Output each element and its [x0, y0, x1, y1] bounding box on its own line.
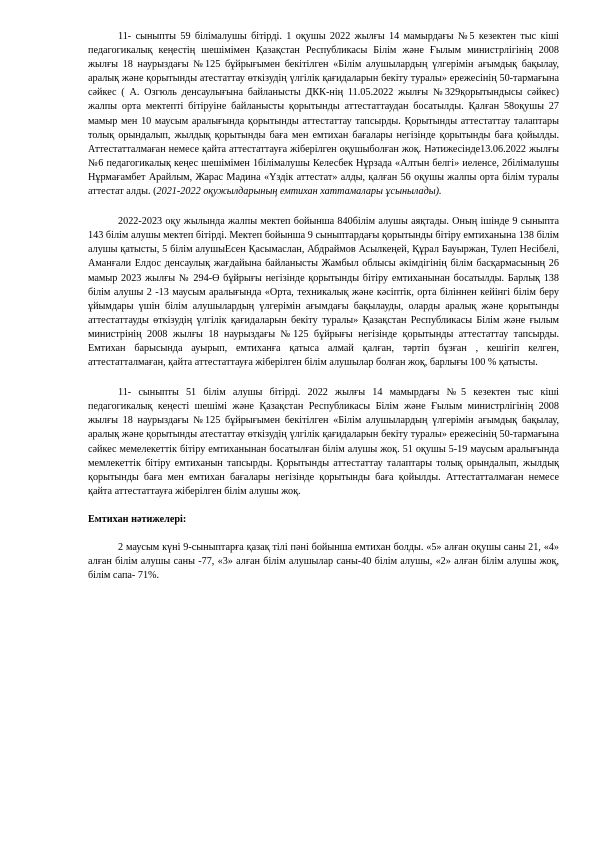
- paragraph-text: 2 маусым күні 9-сыныптарға қазақ тілі пәні бойынша емтихан болды. «5» алған оқушы саны 21, «4» алған білім алушы саны -77, «3» алған білім алушылар саны-40 білім алушы, «2» алған білім алушы жоқ, білім сапа- 71%.: [88, 542, 559, 582]
- paragraph-grade11-2022: [88, 30, 559, 199]
- paragraph-text: 11- сыныпты 59 білімалушы бітірді. 1 оқушы 2022 жылғы 14 мамырдағы №5 кезектен тыс кіші педагогикалық кеңестің шешімімен Қазақстан Республикасы Білім және Ғылым министрлігінің 2008 жылғы 18 наурыздағы №125 бұйрығымен бекітілген «Білім алушылардың үлгерімін ағымдық бақылау, аралық және қорытынды атестаттау өткізудің үлгілік қағидаларын бекіту туралы» ережесінің 50-тармағына сәйкес ( А. Озгюль денсаулығына байланысты ДКК-нің 11.05.2022 жылғы №329қорытындысы сәйкес) жалпы орта мектепті бітіруіне байланысты қорытынды аттестаттаудан босатылды. Қалған 58оқушы 27 мамыр мен 10 маусым аралығында қорытынды аттестаттау тапсырды. Қорытынды аттестаттау талаптары толық орындалып, жылдық қорытынды баға мен емтихан бағалары негізінде қорытынды баға қойылды. Аттестатталмаған немесе қайта аттестаттауға жіберілген оқушыболған жоқ. Нәтижесінде13.06.2022 жылғы №6 педагогикалық кеңес шешімімен 1білімалушы Келесбек Нұрзада «Алтын белгі» иеленсе, 2білімалушы Нұрмағамбет Арайлым, Жарас Мадина «Үздік аттестат» алды, қалған 56 оқушы жалпы орта білім туралы аттестат алды. (: [88, 31, 559, 198]
- section-heading: Емтихан нәтижелері:: [88, 513, 187, 525]
- paragraph-exam-results: [88, 541, 559, 583]
- paragraph-text: 11- сыныпты 51 білім алушы бітірді. 2022 жылғы 14 мамырдағы №5 кезектен тыс кіші педагогикалық кеңесті шешімі және Қазақстан Республикасы Білім және Ғылым министрлігінің 2008 жылғы 18 наурыздағы №125 бұйрығымен бекітілген «Білім алушылардың үлгерімін ағымдық бақылау, аралық және қорытынды атестаттау өткізудің үлгілік қағидаларын бекіту туралы» ережесінің 50-тармағына сәйкес мемелекеттік бітіру емтиханынан босатылған білім алушы жоқ. 51 оқушы 5-19 маусым аралығында мемлекеттік бітіру емтиханын тапсырды. Қорытынды аттестаттау талаптары толық орындалып, жылдық қорытынды баға мен емтихан бағалары негізінде қорытынды баға қойылды. Аттестатталмаған немесе қайта аттестаттауға жіберілген білім алушы жоқ.: [88, 387, 559, 497]
- paragraph-grade11-2023: [88, 386, 559, 499]
- paragraph-grade9-2023: [88, 215, 559, 370]
- paragraph-text: 2022-2023 оқу жылында жалпы мектеп бойынша 840білім алушы аяқтады. Оның ішінде 9 сыныпта 143 білім алушы мектеп бітірді. Мектеп бойынша 9 сыныптардағы қорытынды бітіру емтиханына 138 білім алушы қатысты, 5 білім алушыЕсен Қасымаслан, Абдраймов Асылкеңей, Құрал Бауыржан, Тулеп Несібелі, Аманғали Елдос денсаулық жағдайына байланысты Жамбыл облысы әкімдігінің білім басқармасының 26 мамыр 2023 жылғы № 294-Ө бұйрығы негізінде қорытынды бітіру емтиханынан босатылды. Барлық 138 білім алушы 2 -13 маусым аралығында «Орта, техникалық және кәсіптік, орта біліннен кейінгі білім беру ұйымдары үшін білім алушылардың үлгерімін ағымдағы бақылауды, оларды аралық және қорытынды аттестаттауды өткізудің үлгілік қағидаларын бекіту туралы» Қазақстан Республикасы Білім және ғылым министрінің 2008 жылғы 18 наурыздағы №125 бұйрығы негізінде қорытынды аттестаттау тапсырды. Емтихан барысында ауырып, емтиханға қатыса алмай қалған, тәртіп бұзған , кешігіп келген, аттестатталмаған, қайта аттестаттауға жіберілген білім алушылар болған жоқ, барлығы 100 % қатысты.: [88, 216, 559, 369]
- paragraph-italic-note: 2021-2022 оқужылдарының емтихан хаттамалары ұсынылады).: [156, 186, 442, 198]
